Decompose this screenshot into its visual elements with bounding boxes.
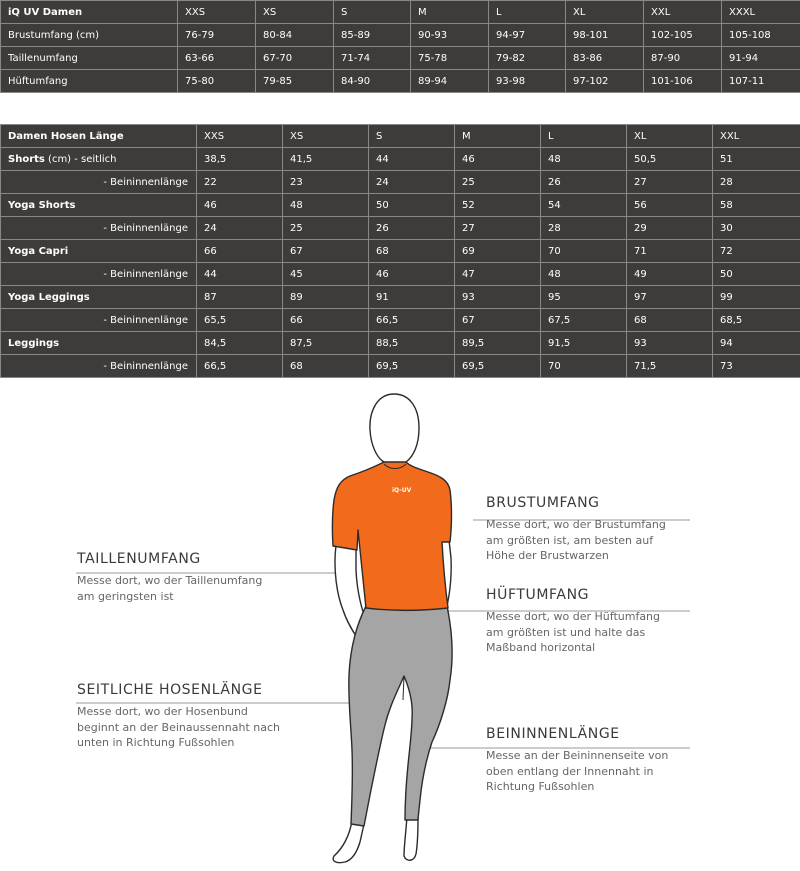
value-cell: 107-11 bbox=[722, 70, 800, 93]
value-cell: 46 bbox=[197, 194, 283, 217]
size-header-cell: XXL bbox=[713, 125, 800, 148]
size-header-cell: XL bbox=[627, 125, 713, 148]
value-cell: 67 bbox=[455, 309, 541, 332]
size-table-tops bbox=[0, 0, 800, 93]
value-cell: 84-90 bbox=[334, 70, 411, 93]
table-row bbox=[1, 263, 800, 286]
size-header-cell: XS bbox=[283, 125, 369, 148]
row-label-cell bbox=[1, 332, 197, 355]
brustumfang-description: Messe dort, wo der Brustumfang am größten ist, am besten auf Höhe der Brustwarzen bbox=[486, 518, 666, 562]
value-cell: 26 bbox=[541, 171, 627, 194]
value-cell: 79-85 bbox=[256, 70, 334, 93]
row-label-cell: Hüftumfang bbox=[1, 70, 178, 93]
row-label-text: - Beininnenlänge bbox=[103, 268, 188, 280]
value-cell: 93 bbox=[627, 332, 713, 355]
value-cell: 85-89 bbox=[334, 24, 411, 47]
value-cell: 48 bbox=[541, 263, 627, 286]
table-header-row bbox=[1, 125, 800, 148]
beininnenlaenge-heading: BEININNENLÄNGE bbox=[486, 726, 620, 742]
figure-leggings bbox=[349, 606, 452, 826]
value-cell: 93-98 bbox=[489, 70, 566, 93]
value-cell: 99 bbox=[713, 286, 800, 309]
row-label-bold: Leggings bbox=[8, 337, 60, 349]
table-row bbox=[1, 217, 800, 240]
size-header-cell: XXL bbox=[644, 1, 722, 24]
value-cell: 41,5 bbox=[283, 148, 369, 171]
table-title-cell: Damen Hosen Länge bbox=[1, 125, 197, 148]
value-cell: 76-79 bbox=[178, 24, 256, 47]
beininnenlaenge-description: Messe an der Beininnenseite von oben entlang der Innennaht in Richtung Fußsohlen bbox=[486, 749, 669, 793]
label-taillenumfang bbox=[77, 551, 262, 604]
value-cell: 47 bbox=[455, 263, 541, 286]
value-cell: 72 bbox=[713, 240, 800, 263]
value-cell: 46 bbox=[455, 148, 541, 171]
value-cell: 68 bbox=[369, 240, 455, 263]
table-row bbox=[1, 24, 800, 47]
value-cell: 50 bbox=[369, 194, 455, 217]
size-header-cell: XS bbox=[256, 1, 334, 24]
row-label-text: - Beininnenlänge bbox=[103, 360, 188, 372]
row-label-text: - Beininnenlänge bbox=[103, 176, 188, 188]
value-cell: 69 bbox=[455, 240, 541, 263]
value-cell: 48 bbox=[283, 194, 369, 217]
value-cell: 91,5 bbox=[541, 332, 627, 355]
value-cell: 51 bbox=[713, 148, 800, 171]
row-label-bold: Yoga Capri bbox=[8, 245, 69, 257]
value-cell: 28 bbox=[541, 217, 627, 240]
value-cell: 52 bbox=[455, 194, 541, 217]
value-cell: 89,5 bbox=[455, 332, 541, 355]
table-title-cell: iQ UV Damen bbox=[1, 1, 178, 24]
size-header-cell: S bbox=[334, 1, 411, 24]
value-cell: 89 bbox=[283, 286, 369, 309]
value-cell: 71,5 bbox=[627, 355, 713, 378]
row-label-cell bbox=[1, 263, 197, 286]
value-cell: 80-84 bbox=[256, 24, 334, 47]
value-cell: 58 bbox=[713, 194, 800, 217]
row-label-cell: Taillenumfang bbox=[1, 47, 178, 70]
value-cell: 90-93 bbox=[411, 24, 489, 47]
table-header-row bbox=[1, 1, 800, 24]
seitliche-hosenlaenge-heading: SEITLICHE HOSENLÄNGE bbox=[77, 682, 263, 698]
row-label-bold: Yoga Shorts bbox=[8, 199, 76, 211]
row-label-cell bbox=[1, 355, 197, 378]
value-cell: 25 bbox=[455, 171, 541, 194]
value-cell: 91-94 bbox=[722, 47, 800, 70]
value-cell: 87 bbox=[197, 286, 283, 309]
value-cell: 29 bbox=[627, 217, 713, 240]
shirt-logo: iQ-UV bbox=[392, 487, 412, 494]
value-cell: 68 bbox=[627, 309, 713, 332]
size-header-cell: XXXL bbox=[722, 1, 800, 24]
value-cell: 69,5 bbox=[369, 355, 455, 378]
row-label-cell bbox=[1, 194, 197, 217]
value-cell: 87,5 bbox=[283, 332, 369, 355]
table-row bbox=[1, 70, 800, 93]
value-cell: 66 bbox=[283, 309, 369, 332]
value-cell: 75-78 bbox=[411, 47, 489, 70]
label-hueftumfang bbox=[486, 587, 660, 656]
table-row bbox=[1, 148, 800, 171]
body-figure-illustration bbox=[0, 380, 800, 871]
row-label-cell bbox=[1, 171, 197, 194]
value-cell: 71-74 bbox=[334, 47, 411, 70]
taillenumfang-description: Messe dort, wo der Taillenumfang am geringsten ist bbox=[77, 574, 263, 603]
row-label-cell bbox=[1, 286, 197, 309]
value-cell: 25 bbox=[283, 217, 369, 240]
value-cell: 67 bbox=[283, 240, 369, 263]
value-cell: 75-80 bbox=[178, 70, 256, 93]
row-label-cell bbox=[1, 309, 197, 332]
value-cell: 45 bbox=[283, 263, 369, 286]
table-row bbox=[1, 332, 800, 355]
value-cell: 98-101 bbox=[566, 24, 644, 47]
value-cell: 91 bbox=[369, 286, 455, 309]
size-header-cell: XL bbox=[566, 1, 644, 24]
table-row bbox=[1, 194, 800, 217]
row-label-text: (cm) - seitlich bbox=[44, 153, 117, 165]
table-row bbox=[1, 286, 800, 309]
value-cell: 67-70 bbox=[256, 47, 334, 70]
value-cell: 44 bbox=[369, 148, 455, 171]
value-cell: 24 bbox=[369, 171, 455, 194]
brustumfang-heading: BRUSTUMFANG bbox=[486, 495, 600, 511]
size-table-pants-length bbox=[0, 124, 800, 378]
value-cell: 65,5 bbox=[197, 309, 283, 332]
value-cell: 79-82 bbox=[489, 47, 566, 70]
value-cell: 27 bbox=[627, 171, 713, 194]
value-cell: 87-90 bbox=[644, 47, 722, 70]
value-cell: 94-97 bbox=[489, 24, 566, 47]
value-cell: 66,5 bbox=[369, 309, 455, 332]
value-cell: 46 bbox=[369, 263, 455, 286]
value-cell: 97-102 bbox=[566, 70, 644, 93]
value-cell: 67,5 bbox=[541, 309, 627, 332]
label-beininnenlaenge bbox=[486, 726, 668, 795]
value-cell: 88,5 bbox=[369, 332, 455, 355]
size-header-cell: XXS bbox=[178, 1, 256, 24]
row-label-cell bbox=[1, 240, 197, 263]
row-label-bold: Yoga Leggings bbox=[8, 291, 90, 303]
value-cell: 23 bbox=[283, 171, 369, 194]
label-brustumfang bbox=[486, 495, 666, 564]
size-header-cell: M bbox=[411, 1, 489, 24]
measurement-guide bbox=[0, 380, 800, 871]
value-cell: 66,5 bbox=[197, 355, 283, 378]
value-cell: 71 bbox=[627, 240, 713, 263]
value-cell: 94 bbox=[713, 332, 800, 355]
value-cell: 68,5 bbox=[713, 309, 800, 332]
value-cell: 44 bbox=[197, 263, 283, 286]
value-cell: 54 bbox=[541, 194, 627, 217]
value-cell: 95 bbox=[541, 286, 627, 309]
size-header-cell: XXS bbox=[197, 125, 283, 148]
value-cell: 48 bbox=[541, 148, 627, 171]
figure-left-foot bbox=[333, 820, 364, 863]
table-row bbox=[1, 240, 800, 263]
value-cell: 68 bbox=[283, 355, 369, 378]
row-label-bold: Shorts bbox=[8, 153, 45, 165]
value-cell: 49 bbox=[627, 263, 713, 286]
value-cell: 105-108 bbox=[722, 24, 800, 47]
figure-right-foot bbox=[404, 816, 418, 860]
value-cell: 27 bbox=[455, 217, 541, 240]
value-cell: 24 bbox=[197, 217, 283, 240]
row-label-cell bbox=[1, 148, 197, 171]
taillenumfang-heading: TAILLENUMFANG bbox=[77, 551, 201, 567]
size-header-cell: S bbox=[369, 125, 455, 148]
size-header-cell: L bbox=[489, 1, 566, 24]
table-row bbox=[1, 309, 800, 332]
value-cell: 93 bbox=[455, 286, 541, 309]
value-cell: 102-105 bbox=[644, 24, 722, 47]
row-label-cell: Brustumfang (cm) bbox=[1, 24, 178, 47]
row-label-text: - Beininnenlänge bbox=[103, 222, 188, 234]
value-cell: 26 bbox=[369, 217, 455, 240]
table-row bbox=[1, 355, 800, 378]
table-row bbox=[1, 171, 800, 194]
value-cell: 101-106 bbox=[644, 70, 722, 93]
value-cell: 89-94 bbox=[411, 70, 489, 93]
value-cell: 50,5 bbox=[627, 148, 713, 171]
hueftumfang-description: Messe dort, wo der Hüftumfang am größten ist und halte das Maßband horizontal bbox=[486, 610, 661, 654]
value-cell: 63-66 bbox=[178, 47, 256, 70]
value-cell: 73 bbox=[713, 355, 800, 378]
value-cell: 56 bbox=[627, 194, 713, 217]
value-cell: 84,5 bbox=[197, 332, 283, 355]
value-cell: 66 bbox=[197, 240, 283, 263]
value-cell: 70 bbox=[541, 355, 627, 378]
value-cell: 22 bbox=[197, 171, 283, 194]
label-seitliche-hosenlaenge bbox=[77, 682, 280, 751]
size-header-cell: M bbox=[455, 125, 541, 148]
row-label-cell bbox=[1, 217, 197, 240]
value-cell: 30 bbox=[713, 217, 800, 240]
table-row bbox=[1, 47, 800, 70]
value-cell: 50 bbox=[713, 263, 800, 286]
row-label-text: - Beininnenlänge bbox=[103, 314, 188, 326]
hueftumfang-heading: HÜFTUMFANG bbox=[486, 587, 590, 603]
size-header-cell: L bbox=[541, 125, 627, 148]
value-cell: 97 bbox=[627, 286, 713, 309]
value-cell: 28 bbox=[713, 171, 800, 194]
seitliche-hosenlaenge-description: Messe dort, wo der Hosenbund beginnt an der Beinaussennaht nach unten in Richtung Fußsohlen bbox=[77, 705, 281, 749]
value-cell: 69,5 bbox=[455, 355, 541, 378]
value-cell: 38,5 bbox=[197, 148, 283, 171]
value-cell: 70 bbox=[541, 240, 627, 263]
value-cell: 83-86 bbox=[566, 47, 644, 70]
